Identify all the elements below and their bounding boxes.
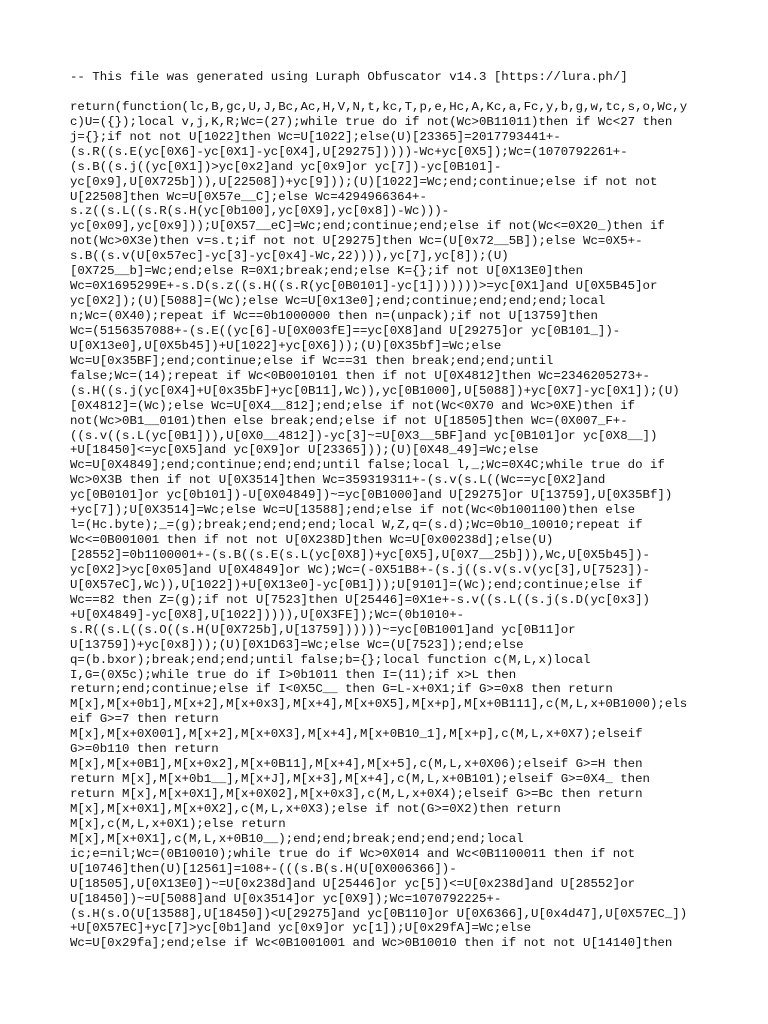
code-line: Wc=U[0x35BF];end;continue;else if Wc==31 then break;end;end;until	[70, 353, 554, 368]
code-line: U[0X57eC],Wc)),U[1022])+U[0X13e0]-yc[0B1]));U[9101]=(Wc);end;continue;else if	[70, 577, 643, 592]
code-line: M[x],M[x+0X1],c(M,L,x+0B10__);end;end;break;end;end;end;local	[70, 831, 524, 846]
document-page	[70, 70, 690, 951]
code-line: return M[x],M[x+0X1],M[x+0X02],M[x+0x3],c(M,L,x+0X4);elseif G>=Bc then return	[70, 787, 643, 802]
code-line: s.B((s.v(U[0x57ec]-yc[3]-yc[0x4]-Wc,22)))),yc[7],yc[8]);(U)	[70, 249, 509, 264]
code-line: (s.H((s.j(yc[0X4]+U[0x35bF]+yc[0B11],Wc)),yc[0B1000],U[5088])+yc[0X7]-yc[0X1]);(U)	[70, 383, 680, 398]
code-line: Wc=(5156357088+-(s.E((yc[6]-U[0X003fE]==yc[0X8]and U[29275]or yc[0B101_])-	[70, 323, 621, 338]
code-line: G>=0b110 then return	[70, 742, 219, 757]
code-line: Wc=U[0x29fa];end;else if Wc<0B1001001 and Wc>0B10010 then if not not U[14140]then	[70, 936, 673, 951]
code-line: yc[0X2]>yc[0x05]and U[0X4849]or Wc);Wc=(-0X51B8+-(s.j((s.v(s.v(yc[3],U[7523])-	[70, 562, 650, 577]
code-line: false;Wc=(14);repeat if Wc<0B0010101 then if not U[0X4812]then Wc=2346205273+-	[70, 368, 650, 383]
code-line: yc[0X2]);(U)[5088]=(Wc);else Wc=U[0x13e0];end;continue;end;end;end;local	[70, 294, 606, 309]
code-line: j={};if not not U[1022]then Wc=U[1022];else(U)[23365]=2017793441+-	[70, 129, 561, 144]
code-line: [0X725__b]=Wc;end;else R=0X1;break;end;else K={};if not U[0X13E0]then	[70, 264, 584, 279]
code-line: +yc[7]);U[0X3514]=Wc;else Wc=U[13588];end;else if not(Wc<0b1001100)then else	[70, 503, 636, 518]
code-line: (s.R((s.E(yc[0X6]-yc[0X1]-yc[0X4],U[29275]))))-Wc+yc[0X5]);Wc=(1070792261+-	[70, 144, 628, 159]
code-line: return(function(lc,B,gc,U,J,Bc,Ac,H,V,N,t,kc,T,p,e,Hc,A,Kc,a,Fc,y,b,g,w,tc,s,o,Wc,y	[70, 99, 688, 114]
code-line: U[22508]then Wc=U[0X57e__C];else Wc=4294966364+-	[70, 189, 427, 204]
code-line: M[x],M[x+0X1],M[x+0X2],c(M,L,x+0X3);else if not(G>=0X2)then return	[70, 801, 561, 816]
code-line: M[x],M[x+0X001],M[x+2],M[x+0X3],M[x+4],M[x+0B10_1],M[x+p],c(M,L,x+0X7);elseif	[70, 727, 643, 742]
code-line: c)U=({});local v,j,K,R;Wc=(27);while true do if not(Wc>0B11011)then if Wc<27 then	[70, 114, 673, 129]
code-line: ((s.v((s.L(yc[0B1])),U[0X0__4812])-yc[3]~=U[0X3__5BF]and yc[0B101]or yc[0X8__])	[70, 428, 658, 443]
code-line: U[0X13e0],U[0X5b45])+U[1022]+yc[0X6]));(U)[0X35bf]=Wc;else	[70, 338, 502, 353]
code-line: (s.B((s.j((yc[0X1])>yc[0x2]and yc[0x9]or yc[7])-yc[0B101]-	[70, 159, 502, 174]
code-line: s.R((s.L((s.O((s.H(U[0X725b],U[13759])))))~=yc[0B1001]and yc[0B11]or	[70, 622, 576, 637]
code-line: +U[0X4849]-yc[0X8],U[1022])))),U[0X3FE]);Wc=(0b1010+-	[70, 607, 465, 622]
code-line: yc[0x9],U[0X725b])),U[22508])+yc[9]));(U)[1022]=Wc;end;continue;else if not not	[70, 174, 658, 189]
code-line: yc[0x09],yc[0x9]));U[0X57__eC]=Wc;end;continue;end;else if not(Wc<=0X20_)then if	[70, 219, 665, 234]
code-line: I,G=(0X5c);while true do if I>0b1011 then I=(11);if x>L then	[70, 667, 517, 682]
code-line: s.z((s.L((s.R(s.H(yc[0b100],yc[0X9],yc[0x8])-Wc)))-	[70, 204, 450, 219]
code-line: U[18450])~=U[5088]and U[0x3514]or yc[0X9]);Wc=1070792225+-	[70, 891, 502, 906]
code-line: [0X4812]=(Wc);else Wc=U[0X4__812];end;else if not(Wc<0X70 and Wc>0XE)then if	[70, 398, 636, 413]
code-line: l=(Hc.byte);_=(g);break;end;end;end;local W,Z,q=(s.d);Wc=0b10_10010;repeat if	[70, 518, 643, 533]
code-line: M[x],c(M,L,x+0X1);else return	[70, 816, 286, 831]
code-line: not(Wc>0X3e)then v=s.t;if not not U[29275]then Wc=(U[0x72__5B]);else Wc=0X5+-	[70, 234, 643, 249]
code-line: M[x],M[x+0B1],M[x+0x2],M[x+0B11],M[x+4],M[x+5],c(M,L,x+0X06);elseif G>=H then	[70, 757, 643, 772]
code-line: U[18505],U[0X13E0])~=U[0x238d]and U[25446]or yc[5])<=U[0x238d]and U[28552]or	[70, 876, 636, 891]
code-line: yc[0B0101]or yc[0b101])-U[0X04849])~=yc[0B1000]and U[29275]or U[13759],U[0X35Bf])	[70, 488, 673, 503]
file-header-comment: -- This file was generated using Luraph Obfuscator v14.3 [https://lura.ph/]	[70, 70, 628, 84]
code-line: return;end;continue;else if I<0X5C__ then G=L-x+0X1;if G>=0x8 then return	[70, 682, 613, 697]
code-line: Wc<=0B001001 then if not not U[0X238D]then Wc=U[0x00238d];else(U)	[70, 533, 554, 548]
code-line: Wc=U[0X4849];end;continue;end;end;until false;local l,_;Wc=0X4C;while true do if	[70, 458, 665, 473]
code-line: [28552]=0b1100001+-(s.B((s.E(s.L(yc[0X8])+yc[0X5],U[0X7__25b])),Wc,U[0X5b45])-	[70, 548, 650, 563]
code-line: return M[x],M[x+0b1__],M[x+J],M[x+3],M[x+4],c(M,L,x+0B101);elseif G>=0X4_ then	[70, 772, 650, 787]
code-line: n;Wc=(0X40);repeat if Wc==0b1000000 then n=(unpack);if not U[13759]then	[70, 309, 598, 324]
obfuscated-code-block	[70, 100, 690, 951]
code-line: Wc==82 then Z=(g);if not U[7523]then U[25446]=0X1e+-s.v((s.L((s.j(s.D(yc[0x3])	[70, 592, 650, 607]
code-line: eif G>=7 then return	[70, 712, 219, 727]
code-line: not(Wc>0B1__0101)then else break;end;else if not U[18505]then Wc=(0X007_F+-	[70, 413, 628, 428]
code-line: Wc=0X1695299E+-s.D(s.z((s.H((s.R(yc[0B0101]-yc[1]))))))>=yc[0X1]and U[0X5B45]or	[70, 279, 658, 294]
code-line: Wc>0X3B then if not U[0X3514]then Wc=359319311+-(s.v(s.L((Wc==yc[0X2]and	[70, 473, 606, 488]
code-line: U[13759])+yc[0x8]));(U)[0X1D63]=Wc;else Wc=(U[7523]);end;else	[70, 637, 524, 652]
code-line: q=(b.bxor);break;end;end;until false;b={};local function c(M,L,x)local	[70, 652, 591, 667]
code-line: (s.H(s.O(U[13588],U[18450])<U[29275]and yc[0B110]or U[0X6366],U[0x4d47],U[0X57EC_])	[70, 906, 688, 921]
code-line: ic;e=nil;Wc=(0B10010);while true do if Wc>0X014 and Wc<0B1100011 then if not	[70, 846, 636, 861]
code-line: M[x],M[x+0b1],M[x+2],M[x+0x3],M[x+4],M[x+0X5],M[x+p],M[x+0B111],c(M,L,x+0B1000);els	[70, 697, 688, 712]
code-line: +U[0X57EC]+yc[7]>yc[0b1]and yc[0x9]or yc[1]);U[0x29fA]=Wc;else	[70, 921, 532, 936]
code-line: U[10746]then(U)[12561]=108+-(((s.B(s.H(U[0X006366])-	[70, 861, 457, 876]
code-line: +U[18450]<=yc[0X5]and yc[0X9]or U[23365]));(U)[0X48_49]=Wc;else	[70, 443, 539, 458]
